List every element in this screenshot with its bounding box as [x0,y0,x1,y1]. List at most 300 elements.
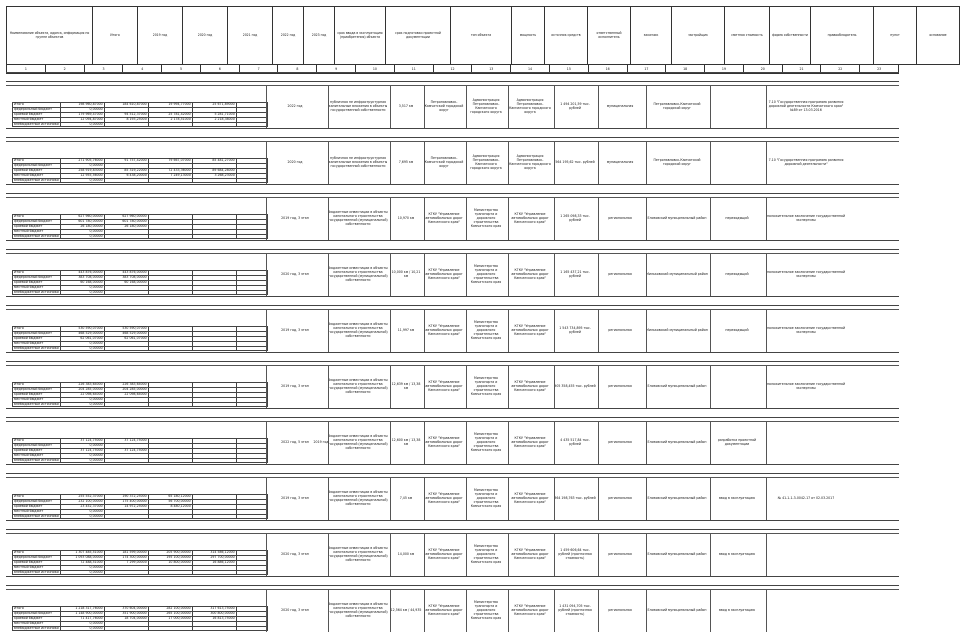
attr-point: переходящий [725,328,749,333]
table-cell: 1 093 088,00000 [60,555,104,560]
table-cell [236,402,267,407]
column-number: 18 [666,65,705,74]
table-cell [148,402,192,407]
row-label: Итого [13,383,61,388]
block-inner-rule [6,309,899,310]
column-rule [390,477,391,520]
header-col2: Итого [93,7,138,65]
attr-point [710,88,764,126]
attr-basis [766,592,846,630]
column-rule [328,589,329,632]
attr-holder: Елизовский муниципальный район [647,552,707,557]
row-label: Итого [13,607,61,612]
column-rule [710,589,711,632]
attr-basis: положительное заключение государственной экспертизы [766,214,846,222]
attr-term: 2020 год, 3 этап [281,608,309,613]
attr-point: переходящий [725,216,749,221]
column-rule [390,309,391,352]
attr-holder: Петропавловск-Камчатский городской округ [653,102,701,110]
attr-resp: Министерство транспорта и дорожного строительства Камчатского края [470,264,502,284]
header-col20: основание [917,7,960,65]
finance-table [12,550,268,575]
row-label: внебюджетные источники [14,513,59,518]
table-cell: 0,00000 [60,178,104,183]
row-label: внебюджетные источники [14,233,59,238]
attr-src: КГКУ "Управление автомобильных дорог Камчатского края" [425,268,463,280]
table-cell [192,514,236,519]
table-cell: 16 886,12000 [192,560,236,565]
section-divider [6,128,899,129]
object-block [6,72,899,128]
attr-point: ввод в эксплуатацию [719,552,755,557]
table-cell: 60 168,00000 [60,280,104,285]
section-divider [6,184,899,185]
table-cell [236,290,267,295]
table-cell [104,570,148,575]
attr-cost: 905 358,455 тыс. рублей [554,384,596,389]
table-cell: 23 452,37000 [60,504,104,509]
row-label: краевой бюджет [13,616,61,621]
row-label: Итого [13,327,61,332]
column-rule [598,365,599,408]
column-rule [554,589,555,632]
column-rule [598,141,599,184]
table-cell: 204 285,00000 [104,387,148,392]
column-number: 14 [511,65,550,74]
table-cell: 258 919,83000 [60,168,104,173]
attr-resp: Администрация Петропавловск-Камчатского городского округа [470,98,502,114]
column-number: 16 [588,65,627,74]
header-col15: застройщик [672,7,725,65]
attr-own: муниципальная [606,160,634,165]
table-cell: 0,00000 [60,290,104,295]
program-divider [6,249,899,250]
table-cell [104,178,148,183]
attr-basis: положительное заключение государственной экспертизы [766,270,846,278]
attr-cust: КГКУ "Управление автомобильных дорог Камчатского края" [511,548,549,560]
column-number: 10 [356,65,395,74]
table-cell: 1 218 317,76000 [60,607,104,612]
column-number: 2 [45,65,84,74]
table-cell: 12 094,87000 [60,117,104,122]
header-col14: заказчик [631,7,672,65]
table-cell: 0,00000 [60,514,104,519]
column-rule [424,253,425,296]
column-rule [710,85,711,128]
table-cell: 26 180,00000 [60,224,104,229]
row-label: внебюджетные источники [14,401,59,406]
attr-basis [766,424,846,462]
column-rule [508,365,509,408]
row-label: Итого [13,159,61,164]
table-cell: 2 178,51000 [148,117,192,122]
table-cell: 627 960,00000 [60,215,104,220]
column-rule [424,365,425,408]
column-rule [766,197,767,240]
column-rule [554,533,555,576]
column-rule [466,197,467,240]
row-label: федеральный бюджет [13,163,61,168]
column-rule [328,477,329,520]
column-rule [554,421,555,464]
column-rule [328,533,329,576]
attr-term: 2019 год, 3 этап [281,496,309,501]
table-cell: 204 285,00000 [60,387,104,392]
finance-table [12,326,268,351]
column-rule [646,85,647,128]
finance-table [12,214,268,239]
table-cell [236,234,267,239]
attr-cost: 1 543 734,895 тыс. рублей [559,326,591,334]
row-label: внебюджетные источники [14,569,59,574]
table-cell: 8 480,12000 [148,504,192,509]
header-col3: 2019 год [138,7,183,65]
row-label: краевой бюджет [13,224,61,229]
table-cell: 0,00000 [60,570,104,575]
column-rule [646,197,647,240]
column-rule [466,421,467,464]
object-block [6,352,899,408]
header-col17: форма собственности [770,7,811,65]
attr-term: 2019 год, 3 этап [281,384,309,389]
attr-holder: Петропавловск-Камчатский городской округ [653,158,701,166]
header-col13: ответственный исполнитель [588,7,631,65]
row-label: местный бюджет [13,285,61,290]
row-label: внебюджетные источники [14,625,59,630]
table-cell: 1 148 900,00000 [60,611,104,616]
row-label: Итого [13,103,61,108]
header-col11: мощность [512,7,545,65]
row-label: внебюджетные источники [14,457,59,462]
table-cell: 383 708,00000 [60,275,104,280]
column-rule [328,141,329,184]
table-cell: 0,00000 [60,234,104,239]
column-rule [710,421,711,464]
table-cell: 195 100,00000 [148,555,192,560]
column-number: 5 [162,65,201,74]
attr-type: бюджетные инвестиции в объекты капитального строительства государственной (муниципальной) собственности [328,266,388,282]
table-cell: 0,00000 [60,626,104,631]
attr-type: бюджетные инвестиции в объекты капитального строительства государственной (муниципальной) собственности [328,378,388,394]
row-label: федеральный бюджет [13,275,61,280]
row-label: местный бюджет [13,397,61,402]
table-cell: 0,00000 [60,565,104,570]
header-col5: 2021 год [228,7,273,65]
table-cell [148,178,192,183]
column-rule [424,477,425,520]
column-rule [466,477,467,520]
table-row [13,458,268,463]
attr-resp: Администрация Петропавловск-Камчатского городского округа [470,154,502,170]
row-label: краевой бюджет [13,112,61,117]
row-label: краевой бюджет [13,280,61,285]
column-rule [766,589,767,632]
column-rule [424,197,425,240]
table-cell [236,458,267,463]
attr-type: бюджетные инвестиции в объекты капитального строительства государственной (муниципальной) собственности [328,602,388,618]
table-cell: 65 180,12000 [148,495,192,500]
table-cell: 26 180,00000 [104,224,148,229]
table-cell: 370 604,00000 [104,607,148,612]
attr-term: 2019 год, 3 этап [281,216,309,221]
header-col1: Наименование объекта, адреса, информация по группе объектов [7,7,93,65]
table-cell [192,122,236,127]
table-cell: 85 481,27000 [192,159,236,164]
column-rule [766,421,767,464]
header-col19: пункт [874,7,917,65]
finance-table [12,606,268,631]
table-cell [104,122,148,127]
column-rule [508,533,509,576]
attr-cust: КГКУ "Управление автомобильных дорог Камчатского края" [511,604,549,616]
finance-table [12,158,268,183]
table-cell [192,234,236,239]
column-number: 11 [394,65,433,74]
attr-holder: Мильковский муниципальный район [646,328,708,333]
table-row [13,514,268,519]
program-divider [6,81,899,82]
table-cell: 56 700,00000 [148,499,192,504]
attr-src: КГКУ "Управление автомобильных дорог Камчатского края" [425,324,463,336]
attr-holder: Елизовский муниципальный район [647,608,707,613]
header-col10: тип объекта [451,7,512,65]
column-rule [598,253,599,296]
column-number: 7 [239,65,278,74]
column-rule [598,421,599,464]
table-cell [104,626,148,631]
column-number: 12 [433,65,472,74]
table-cell [104,346,148,351]
header-col7: 2023 год [304,7,335,65]
table-cell: 2 218,38000 [192,117,236,122]
attr-point [710,368,764,406]
column-rule [646,421,647,464]
column-rule [710,197,711,240]
program-divider [6,193,899,194]
table-cell [192,402,236,407]
table-cell: 0,00000 [60,509,104,514]
column-rule [424,421,425,464]
block-inner-rule [6,253,899,254]
finance-table [12,382,268,407]
attr-src: КГКУ "Управление автомобильных дорог Камчатского края" [425,492,463,504]
table-cell [192,458,236,463]
table-cell: 226 383,64000 [104,383,148,388]
attr-own: региональная [608,272,632,277]
table-cell: 0,00000 [60,453,104,458]
section-divider [6,72,899,73]
attr-cost: 1 494 201,59 тыс. рублей [560,102,590,110]
table-cell [148,290,192,295]
table-cell: 62 061,07000 [104,336,148,341]
table-cell [192,290,236,295]
table-cell: 179 969,47000 [60,112,104,117]
table-cell: 19 994,77000 [148,103,192,108]
column-number: 9 [317,65,356,74]
section-divider [6,240,899,241]
column-rule [554,141,555,184]
column-rule [598,589,599,632]
column-number: 1 [7,65,46,74]
column-rule [328,85,329,128]
table-cell: 601 780,00000 [104,219,148,224]
column-rule [266,141,267,184]
table-cell: 468 529,00000 [104,331,148,336]
column-rule [598,85,599,128]
object-block [6,576,899,632]
table-cell: 282 100,00000 [148,607,192,612]
table-row [13,346,268,351]
table-cell: 468 529,00000 [60,331,104,336]
table-row [13,178,268,183]
table-cell [192,570,236,575]
table-cell: 0,00000 [60,107,104,112]
table-cell: 175 400,00000 [104,499,148,504]
table-cell: 174 300,00000 [104,555,148,560]
attr-holder: Елизовский муниципальный район [647,496,707,501]
column-rule [554,309,555,352]
column-rule [390,365,391,408]
section-divider [6,464,899,465]
header-col12: источник средств [545,7,588,65]
attr-cost: 4 435 517,84 тыс. рублей [560,438,590,446]
program-divider [6,529,899,530]
column-rule [766,533,767,576]
section-divider [6,296,899,297]
column-rule [554,197,555,240]
row-label: федеральный бюджет [13,611,61,616]
object-block [6,408,899,464]
table-cell: 12 955,56000 [60,173,104,178]
attr-src: КГКУ "Управление автомобильных дорог Камчатского края" [425,380,463,392]
column-rule [390,85,391,128]
row-label: внебюджетные источники [14,345,59,350]
attr-resp: Министерство транспорта и дорожного строительства Камчатского края [470,208,502,228]
attr-type: бюджетные инвестиции в объекты капитального строительства государственной (муниципальной) собственности [328,490,388,506]
attr-basis [766,536,846,574]
column-rule [710,365,711,408]
table-row [13,626,268,631]
table-cell [192,346,236,351]
section-divider [6,352,899,353]
object-block [6,240,899,296]
attr-point: разработка проектной документации [717,438,757,446]
table-cell: 0,00000 [60,285,104,290]
column-rule [390,589,391,632]
table-row [13,122,268,127]
column-number: 13 [472,65,511,74]
column-number: 22 [821,65,860,74]
column-rule [266,365,267,408]
program-divider [6,361,899,362]
table-cell: 627 960,00000 [104,215,148,220]
table-cell: 85 319,22000 [104,168,148,173]
row-label: Итого [13,551,61,556]
table-cell: 71 417,76000 [60,616,104,621]
row-label: местный бюджет [13,173,61,178]
table-row [13,570,268,575]
attr-type: бюджетные инвестиции в объекты капитального строительства государственной (муниципальной) собственности [328,546,388,562]
column-rule [766,309,767,352]
attr-cust: КГКУ "Управление автомобильных дорог Камчатского края" [511,492,549,504]
column-number: 23 [860,65,899,74]
column-number: 20 [743,65,782,74]
attr-term: 2020 год, 3 этап [281,552,309,557]
table-cell [148,626,192,631]
table-cell: 184 610,87000 [104,103,148,108]
attr-cap: 11,997 км [397,328,415,333]
row-label: федеральный бюджет [13,219,61,224]
table-cell [148,570,192,575]
row-label: федеральный бюджет [13,387,61,392]
attr-resp: Министерство транспорта и дорожного строительства Камчатского края [470,376,502,396]
table-cell: 300 800,00000 [192,611,236,616]
table-cell: 255 552,37000 [60,495,104,500]
column-rule [466,141,467,184]
table-cell [148,234,192,239]
table-cell [148,458,192,463]
attr-cap: 12,600 км / 13,38 км [391,438,421,446]
table-cell: 0,00000 [60,458,104,463]
column-rule [710,533,711,576]
block-inner-rule [6,533,899,534]
program-divider [6,137,899,138]
table-cell: 5 281,71000 [192,112,236,117]
column-rule [554,365,555,408]
table-cell: 0,00000 [60,163,104,168]
row-label: краевой бюджет [13,392,61,397]
attr-type: бюджетные инвестиции в объекты капитального строительства государственной (муниципальной) собственности [328,322,388,338]
table-cell: 0,00000 [60,443,104,448]
attr-holder: Мильковский муниципальный район [646,272,708,277]
column-rule [766,253,767,296]
table-cell: 314 586,12000 [192,551,236,556]
table-cell: 25 781,42000 [148,112,192,117]
column-rule [390,197,391,240]
table-cell: 22 098,64000 [60,392,104,397]
column-rule [328,197,329,240]
row-label: местный бюджет [13,453,61,458]
table-cell: 3 268,23000 [192,173,236,178]
column-rule [710,309,711,352]
program-divider [6,417,899,418]
column-rule [328,309,329,352]
row-label: внебюджетные источники [14,289,59,294]
attr-point [710,144,764,182]
column-number: 19 [705,65,744,74]
attr-type: публичная не инфраструктурная капитальные вложения в объекты государственной собственности [328,156,388,168]
column-rule [424,141,425,184]
object-block [6,464,899,520]
table-cell [104,234,148,239]
table-cell: 37 124,75000 [104,439,148,444]
column-rule [508,141,509,184]
attr-own: региональная [608,216,632,221]
table-cell [236,626,267,631]
column-rule [390,533,391,576]
column-rule [466,85,467,128]
table-cell: 0,00000 [60,341,104,346]
column-rule [390,141,391,184]
column-number: 4 [123,65,162,74]
table-cell [104,514,148,519]
object-block [6,184,899,240]
table-cell: 22 098,64000 [104,392,148,397]
table-cell: 0,00000 [60,346,104,351]
block-inner-rule [6,85,899,86]
column-rule [266,253,267,296]
table-cell: 0,00000 [60,621,104,626]
